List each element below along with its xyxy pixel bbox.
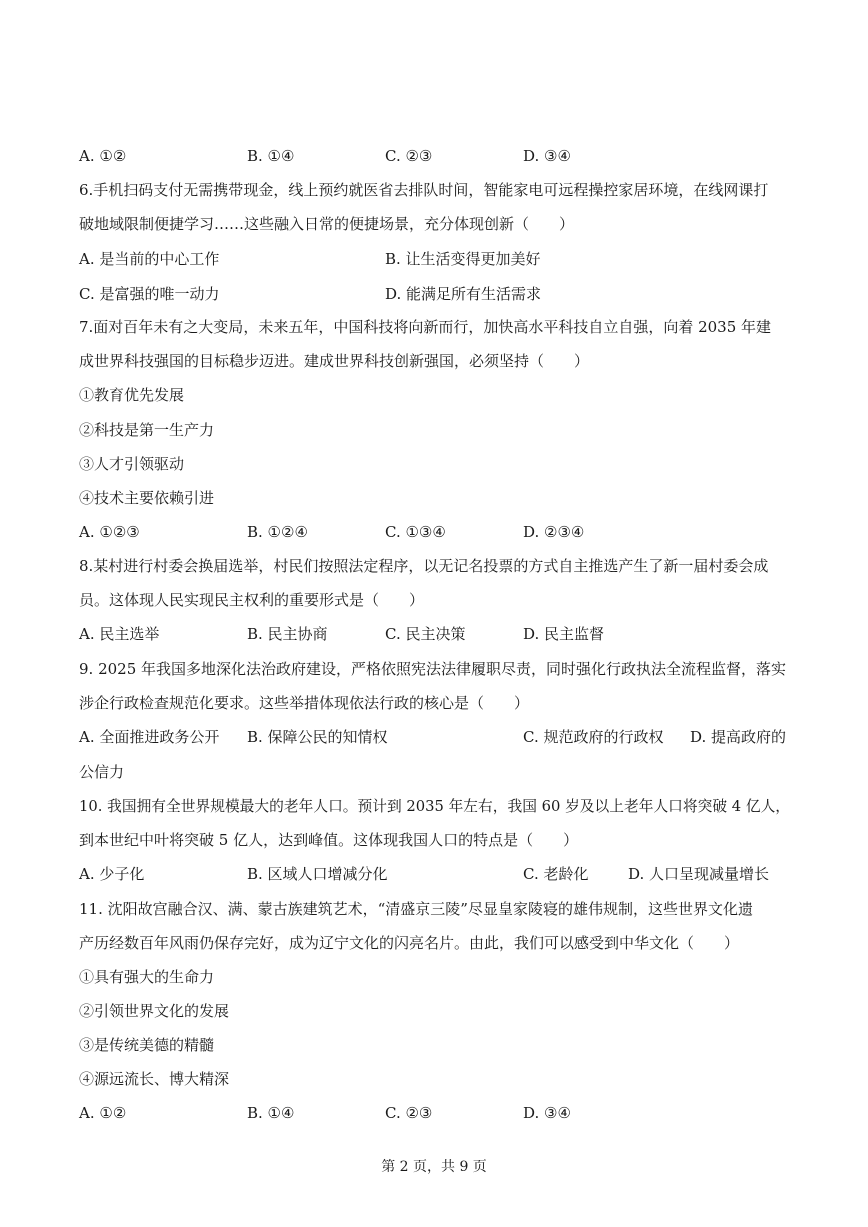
- option-c: C. 是富强的唯一动力: [79, 285, 220, 303]
- question-stem-line: 涉企行政检查规范化要求。这些举措体现依法行政的核心是（ ）: [79, 694, 530, 712]
- question-stem-line: 破地域限制便捷学习……这些融入日常的便捷场景，充分体现创新（ ）: [79, 215, 575, 233]
- question-stem-line: 8.某村进行村委会换届选举，村民们按照法定程序，以无记名投票的方式自主推选产生了新一届村委会成: [79, 557, 769, 575]
- question-stem-line: 到本世纪中叶将突破 5 亿人，达到峰值。这体现我国人口的特点是（ ）: [79, 831, 579, 849]
- option-d: D. ②③④: [523, 523, 585, 541]
- option-a: A. ①②: [79, 1104, 127, 1122]
- option-b: B. ①④: [247, 1104, 295, 1122]
- option-d-wrap: 公信力: [79, 763, 125, 781]
- option-c: C. 老龄化: [523, 865, 589, 883]
- option-d: D. ③④: [523, 147, 571, 165]
- question-stem-line: 产历经数百年风雨仍保存完好，成为辽宁文化的闪亮名片。由此，我们可以感受到中华文化（ ）: [79, 934, 740, 952]
- statement-item: ②科技是第一生产力: [79, 421, 215, 439]
- option-a: A. 全面推进政务公开: [79, 728, 220, 746]
- option-d: D. 民主监督: [523, 625, 605, 643]
- statement-item: ④源远流长、博大精深: [79, 1070, 230, 1088]
- question-stem-line: 11. 沈阳故宫融合汉、满、蒙古族建筑艺术，“清盛京三陵”尽显皇家陵寝的雄伟规制，这些世界文化遗: [79, 900, 753, 918]
- option-c: C. ①③④: [385, 523, 446, 541]
- option-c: C. 民主决策: [385, 625, 466, 643]
- option-c: C. ②③: [385, 1104, 433, 1122]
- question-stem-line: 10. 我国拥有全世界规模最大的老年人口。预计到 2035 年左右，我国 60 岁及以上老年人口将突破 4 亿人，: [79, 797, 791, 815]
- option-c: C. ②③: [385, 147, 433, 165]
- statement-item: ①具有强大的生命力: [79, 968, 215, 986]
- statement-item: ①教育优先发展: [79, 386, 185, 404]
- page-number-footer: 第 2 页，共 9 页: [381, 1159, 487, 1175]
- option-d: D. 提高政府的: [690, 728, 787, 746]
- option-a: A. 是当前的中心工作: [79, 250, 220, 268]
- option-a: A. 民主选举: [79, 625, 160, 643]
- question-stem-line: 6.手机扫码支付无需携带现金，线上预约就医省去排队时间，智能家电可远程操控家居环境，在线网课打: [79, 181, 769, 199]
- option-a: A. ①②: [79, 147, 127, 165]
- option-d: D. ③④: [523, 1104, 571, 1122]
- option-d: D. 能满足所有生活需求: [385, 285, 542, 303]
- option-b: B. ①②④: [247, 523, 308, 541]
- option-c: C. 规范政府的行政权: [523, 728, 664, 746]
- option-b: B. 保障公民的知情权: [247, 728, 388, 746]
- option-b: B. 民主协商: [247, 625, 328, 643]
- statement-item: ③是传统美德的精髓: [79, 1036, 215, 1054]
- statement-item: ③人才引领驱动: [79, 455, 185, 473]
- statement-item: ④技术主要依赖引进: [79, 489, 215, 507]
- option-b: B. 区域人口增减分化: [247, 865, 388, 883]
- option-a: A. ①②③: [79, 523, 140, 541]
- question-stem-line: 成世界科技强国的目标稳步迈进。建成世界科技创新强国，必须坚持（ ）: [79, 352, 590, 370]
- question-stem-line: 7.面对百年未有之大变局，未来五年，中国科技将向新而行，加快高水平科技自立自强，向着 2035 年建: [79, 318, 772, 336]
- statement-item: ②引领世界文化的发展: [79, 1002, 230, 1020]
- option-a: A. 少子化: [79, 865, 145, 883]
- option-d: D. 人口呈现减量增长: [628, 865, 770, 883]
- question-stem-line: 9. 2025 年我国多地深化法治政府建设，严格依照宪法法律履职尽责，同时强化行政执法全流程监督，落实: [79, 660, 787, 678]
- question-stem-line: 员。这体现人民实现民主权利的重要形式是（ ）: [79, 591, 425, 609]
- option-b: B. ①④: [247, 147, 295, 165]
- option-b: B. 让生活变得更加美好: [385, 250, 541, 268]
